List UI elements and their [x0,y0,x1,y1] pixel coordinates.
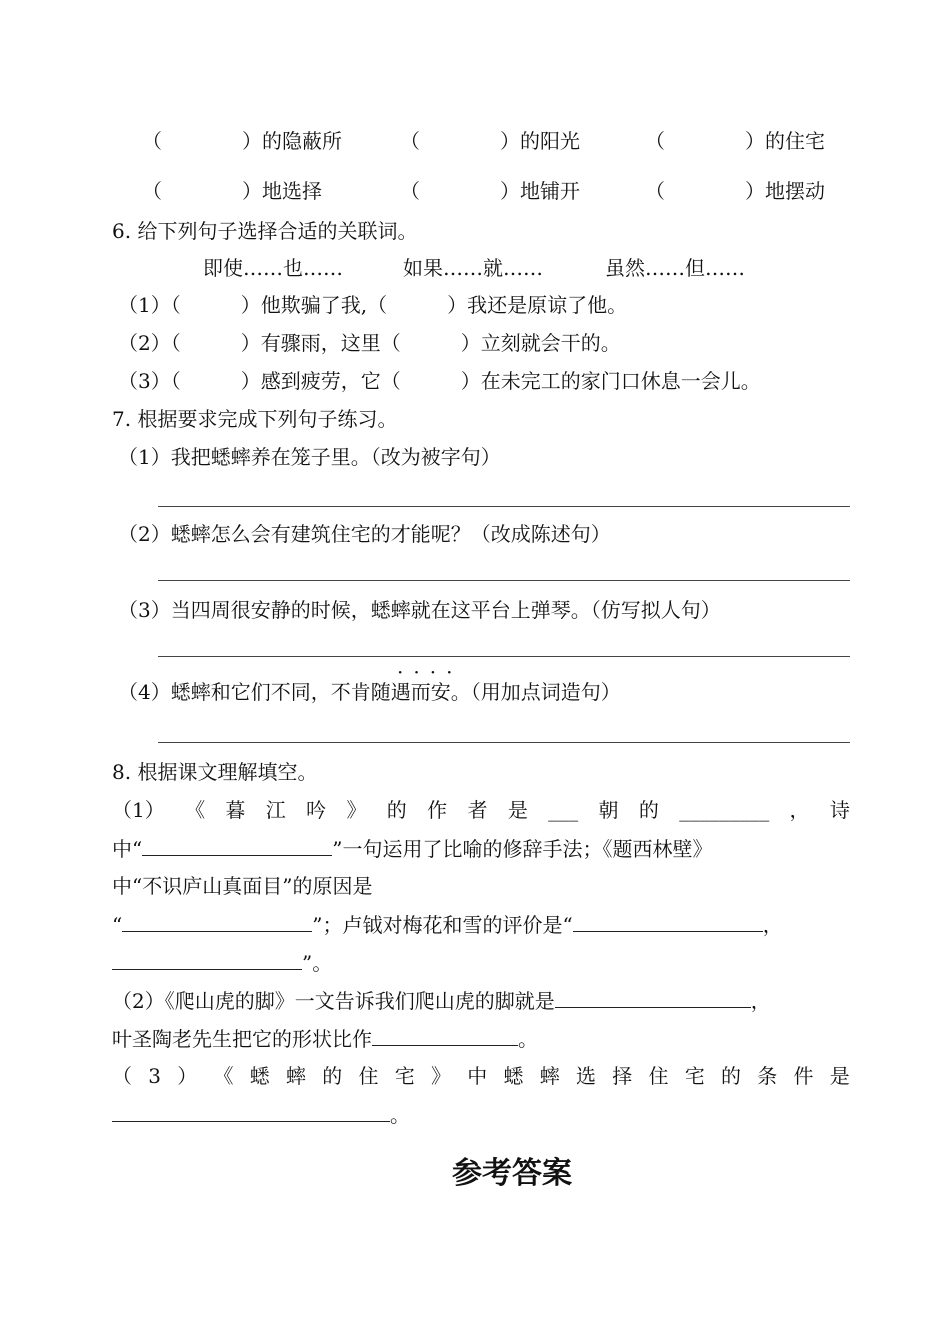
answer-line-2[interactable] [158,580,850,581]
blank-climber-feet[interactable] [555,987,751,1008]
q7-item-4: （4）蟋蟀和它们不同，不肯随遇而安。（用加点词造句） [118,680,621,704]
q8-p3-line1: （ 3 ） 《 蟋 蟀 的 住 宅 》 中 蟋 蟀 选 择 住 宅 的 条 件 是 [112,1064,850,1088]
q5-r1-c1: （ ）的隐蔽所 [142,129,342,153]
q5-r2-c3: （ ）地摆动 [645,179,825,203]
q7-item-2: （2）蟋蟀怎么会有建筑住宅的才能呢？（改成陈述句） [118,522,611,546]
q8-p1-line1: （1） 《 暮 江 吟 》 的 作 者 是 ___ 朝 的 _________ ， 诗 [112,798,850,822]
blank-evaluation-1[interactable] [573,911,763,932]
q6-item-2: （2）（ ）有骤雨，这里（ ）立刻就会干的。 [118,331,621,355]
q6-option-3: 虽然……但…… [605,256,745,280]
q8-heading: 8. 根据课文理解填空。 [112,760,318,784]
q6-option-1: 即使……也…… [203,256,343,280]
blank-shape[interactable] [372,1025,518,1046]
answer-line-1[interactable] [158,506,850,507]
q8-p2-line1: （2）《爬山虎的脚》一文告诉我们爬山虎的脚就是 ， [112,989,771,1013]
answer-line-4[interactable] [158,742,850,743]
answer-title: 参考答案 [452,1156,572,1191]
q7-heading: 7. 根据要求完成下列句子练习。 [112,407,398,431]
q8-p1-line2: 中“ ”一句运用了比喻的修辞手法；《题西林壁》 [112,837,713,861]
blank-reason[interactable] [122,911,312,932]
q7-item-3: （3）当四周很安静的时候，蟋蟀就在这平台上弹琴。（仿写拟人句） [118,598,721,622]
q5-r2-c1: （ ）地选择 [142,179,322,203]
blank-metaphor[interactable] [142,835,332,856]
q5-r2-c2: （ ）地铺开 [400,179,580,203]
q7-item-1: （1）我把蟋蟀养在笼子里。（改为被字句） [118,445,501,469]
q8-p1-line4: “ ”；卢钺对梅花和雪的评价是“ ， [112,913,783,937]
q6-item-3: （3）（ ）感到疲劳，它（ ）在未完工的家门口休息一会儿。 [118,369,761,393]
q5-r1-c3: （ ）的住宅 [645,129,825,153]
q8-p2-line2: 叶圣陶老先生把它的形状比作 。 [112,1027,538,1051]
q8-p1-line3: 中“不识庐山真面目”的原因是 [112,874,373,898]
q6-item-1: （1）（ ）他欺骗了我,（ ）我还是原谅了他。 [118,293,628,317]
q6-option-2: 如果……就…… [403,256,543,280]
blank-dynasty[interactable]: ___ [548,798,579,822]
q8-p1-line5: ”。 [112,949,332,976]
blank-author[interactable]: _________ [679,798,770,822]
q8-p3-line2: 。 [112,1101,410,1128]
q6-heading: 6. 给下列句子选择合适的关联词。 [112,219,418,243]
answer-line-3[interactable] [158,656,850,657]
blank-evaluation-2[interactable] [112,949,302,970]
emphasis-dots: ···· [397,660,463,684]
blank-conditions[interactable] [112,1101,390,1122]
q5-r1-c2: （ ）的阳光 [400,129,580,153]
